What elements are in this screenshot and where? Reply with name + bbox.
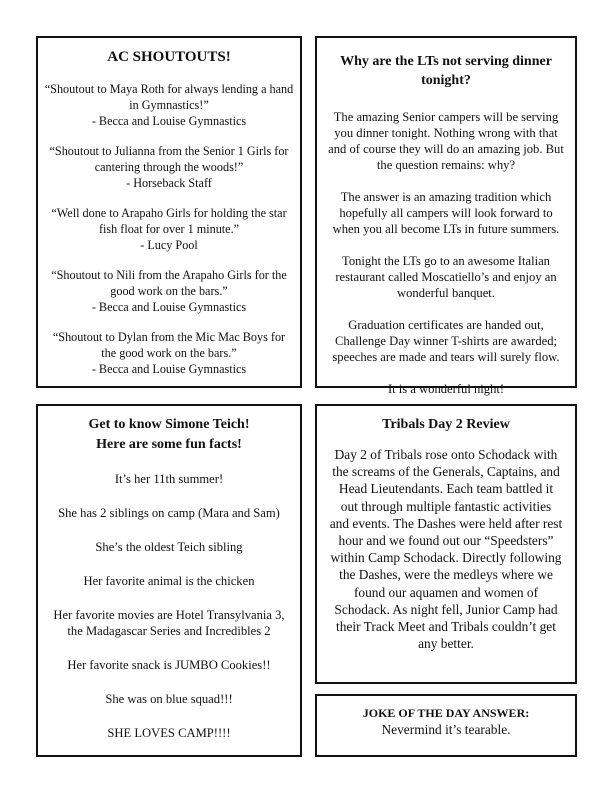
joke-answer-box [315, 694, 577, 757]
fun-fact: Her favorite movies are Hotel Transylvania 3, the Madagascar Series and Incredibles 2 [53, 608, 285, 638]
tribals-review-box [315, 404, 577, 684]
fun-fact: SHE LOVES CAMP!!!! [107, 726, 231, 740]
joke-answer-text: Nevermind it’s tearable. [381, 722, 511, 737]
shoutout-item: “Shoutout to Dylan from the Mic Mac Boys for the good work on the bars.” - Becca and Louise Gymnastics [52, 330, 286, 376]
shoutout-item: “Shoutout to Nili from the Arapaho Girls for the good work on the bars.” - Becca and Louise Gymnastics [51, 268, 287, 314]
shoutout-item: “Shoutout to Julianna from the Senior 1 Girls for cantering through the woods!” - Horseback Staff [49, 144, 289, 190]
lts-paragraph: The answer is an amazing tradition which hopefully all campers will look forward to when you all become LTs in future summers. [332, 190, 560, 236]
fun-fact: Her favorite snack is JUMBO Cookies!! [67, 658, 271, 672]
shoutout-item: “Shoutout to Maya Roth for always lending a hand in Gymnastics!” - Becca and Louise Gymnastics [44, 82, 294, 128]
lts-paragraph: Tonight the LTs go to an awesome Italian restaurant called Moscatiello’s and enjoy an wonderful banquet. [335, 254, 557, 300]
shoutout-item: “Well done to Arapaho Girls for holding the star fish float for over 1 minute.” - Lucy Pool [51, 206, 287, 252]
fun-fact: She’s the oldest Teich sibling [95, 540, 243, 554]
lts-paragraph: Graduation certificates are handed out, Challenge Day winner T-shirts are awarded; speeches are made and tears will surely flow. [332, 318, 560, 364]
fun-fact: She was on blue squad!!! [105, 692, 233, 706]
fun-fact: She has 2 siblings on camp (Mara and Sam) [58, 506, 280, 520]
shoutouts-box [36, 36, 302, 388]
lts-paragraph: The amazing Senior campers will be serving you dinner tonight. Nothing wrong with that and of course they will do an amazing job. But the question remains: why? [328, 110, 564, 172]
tribals-review-title: Tribals Day 2 Review [382, 417, 510, 432]
fun-fact: Her favorite animal is the chicken [83, 574, 255, 588]
shoutouts-title: AC SHOUTOUTS! [107, 49, 231, 65]
simone-facts-title: Get to know Simone Teich! Here are some fun facts! [88, 417, 250, 452]
fun-fact: It’s her 11th summer! [114, 472, 224, 486]
tribals-review-body: Day 2 of Tribals rose onto Schodack with the screams of the Generals, Captains, and Head Lieutendants. Each team battled it out through multiple fantastic activities and events. The Dashes were held after rest hour and we found out our “Speedsters” within Camp Schodack. Directly following the Dashes, were the medleys where we found our aquamen and women of Schodack. As night fell, Junior Camp had their Track Meet and Tribals couldn’t get any better. [329, 447, 563, 652]
lts-paragraph: It is a wonderful night! [387, 382, 505, 396]
simone-facts-box [36, 404, 302, 757]
lts-dinner-title: Why are the LTs not serving dinner tonight? [340, 54, 552, 88]
joke-answer-title: JOKE OF THE DAY ANSWER: [362, 706, 530, 720]
lts-dinner-box [315, 36, 577, 396]
